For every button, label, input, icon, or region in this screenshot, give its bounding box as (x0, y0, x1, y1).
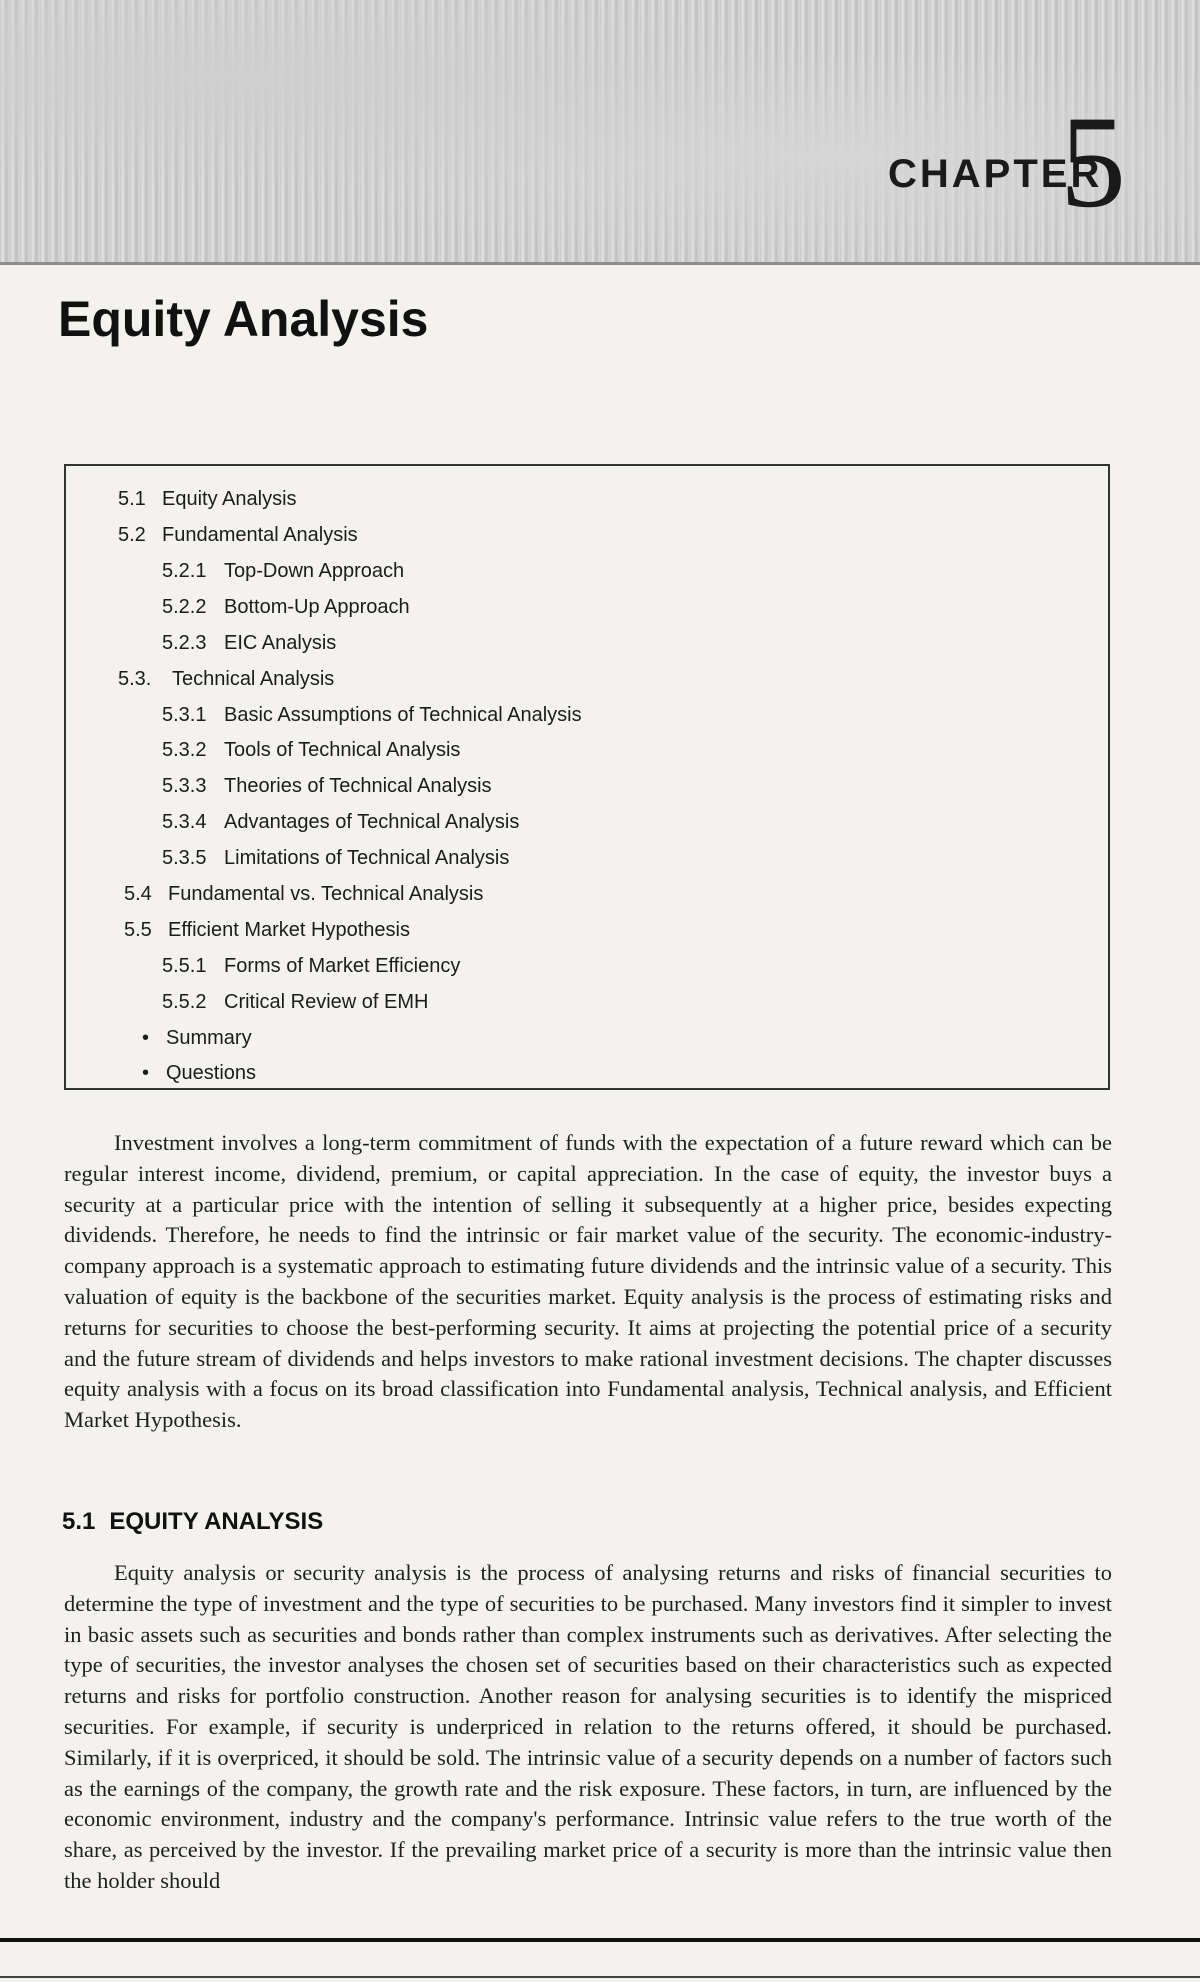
toc-item: 5.3.1 Basic Assumptions of Technical Analysis (162, 704, 582, 726)
toc-item: 5.5.2 Critical Review of EMH (162, 991, 429, 1013)
toc-item: • Summary (142, 1027, 252, 1049)
section-paragraph: Equity analysis or security analysis is the process of analysing returns and risks of financial securities to determine the type of investment and the type of securities to be purchased. Many investors find it simpler to invest in basic assets such as securities and bonds rather than complex instruments such as derivatives. After selecting the type of securities, the investor analyses the chosen set of securities based on their characteristics such as expected returns and risks for portfolio construction. Another reason for analysing securities is to identify the mispriced securities. For example, if security is underpriced in relation to the returns offered, it should be purchased. Similarly, if it is overpriced, it should be sold. The intrinsic value of a security depends on a number of factors such as the earnings of the company, the growth rate and the risk exposure. These factors, in turn, are influenced by the economic environment, industry and the company's performance. Intrinsic value refers to the true worth of the share, as perceived by the investor. If the prevailing market price of a security is more than the intrinsic value then the holder should (64, 1560, 1112, 1893)
toc-item: 5.2.1 Top-Down Approach (162, 560, 405, 582)
toc-item: 5.3.4 Advantages of Technical Analysis (162, 811, 520, 833)
toc-item: 5.4 Fundamental vs. Technical Analysis (124, 883, 484, 905)
toc-item: 5.5.1 Forms of Market Efficiency (162, 955, 461, 977)
page-bottom-rule-secondary (0, 1976, 1200, 1978)
toc-item: 5.1 Equity Analysis (118, 488, 297, 510)
page-bottom-rule (0, 1938, 1200, 1942)
section-number: 5.1 (62, 1508, 96, 1535)
toc-item: 5.2.2 Bottom-Up Approach (162, 596, 410, 618)
toc-item: • Questions (142, 1062, 257, 1084)
chapter-label: CHAPTER (888, 152, 1103, 196)
toc-item: 5.3. Technical Analysis (118, 668, 335, 690)
intro-paragraph: Investment involves a long-term commitment of funds with the expectation of a future reward which can be regular interest income, dividend, premium, or capital appreciation. In the case of equity, the investor buys a security at a particular price with the intention of selling it subsequently at a higher price, besides expecting dividends. Therefore, he needs to find the intrinsic or fair market value of the security. The economic-industry-company approach is a systematic approach to estimating future dividends and the intrinsic value of a security. This valuation of equity is the backbone of the securities market. Equity analysis is the process of estimating risks and returns for securities to choose the best-performing security. It aims at projecting the potential price of a security and the future stream of dividends and helps investors to make rational investment decisions. The chapter discusses equity analysis with a focus on its broad classification into Fundamental analysis, Technical analysis, and Efficient Market Hypothesis. (64, 1130, 1112, 1433)
table-of-contents (64, 464, 1110, 1090)
toc-item: 5.3.3 Theories of Technical Analysis (162, 775, 492, 797)
toc-item: 5.2.3 EIC Analysis (162, 632, 337, 654)
toc-item: 5.3.5 Limitations of Technical Analysis (162, 847, 510, 869)
toc-item: 5.3.2 Tools of Technical Analysis (162, 739, 461, 761)
toc-item: 5.5 Efficient Market Hypothesis (124, 919, 410, 941)
section-heading (62, 1508, 323, 1536)
page-title: Equity Analysis (58, 291, 429, 347)
chapter-header-band (0, 0, 1200, 265)
toc-item: 5.2 Fundamental Analysis (118, 524, 358, 546)
chapter-number: 5 (1060, 88, 1126, 235)
section-title: EQUITY ANALYSIS (109, 1508, 324, 1535)
